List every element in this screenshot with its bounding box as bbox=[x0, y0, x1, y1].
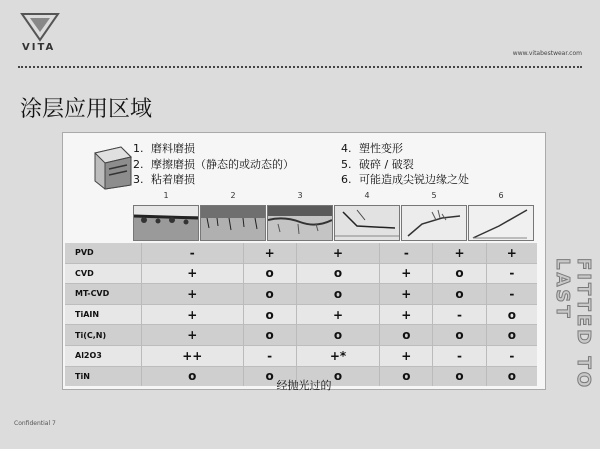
column-numbers bbox=[133, 191, 533, 203]
matrix-cell: o bbox=[380, 325, 433, 346]
matrix-cell: + bbox=[296, 243, 379, 263]
legend-label: 破碎 / 破裂 bbox=[359, 157, 414, 171]
matrix-cell: o bbox=[296, 366, 379, 386]
legend-left bbox=[133, 141, 294, 188]
coating-name: Ti(C,N) bbox=[65, 325, 142, 346]
legend-num: 3. bbox=[133, 173, 144, 186]
legend-item bbox=[133, 157, 294, 173]
matrix-cell: o bbox=[486, 366, 537, 386]
matrix-cell: o bbox=[243, 263, 296, 284]
coating-matrix bbox=[65, 243, 537, 386]
coating-name: Al2O3 bbox=[65, 345, 142, 366]
legend-num: 4. bbox=[341, 142, 352, 155]
matrix-cell: o bbox=[142, 366, 244, 386]
fitted-to-last-stamp: FITTED TO LAST bbox=[552, 258, 594, 391]
matrix-cell: ++ bbox=[142, 345, 244, 366]
polished-note: 经抛光过的 bbox=[276, 379, 332, 392]
brand-name: VITA bbox=[22, 42, 56, 53]
coating-name: CVD bbox=[65, 263, 142, 284]
matrix-cell: o bbox=[433, 284, 486, 305]
matrix-cell: o bbox=[296, 284, 379, 305]
legend-label: 磨料磨损 bbox=[151, 142, 195, 155]
matrix-cell: o bbox=[296, 325, 379, 346]
table-row bbox=[65, 325, 537, 346]
legend-label: 塑性变形 bbox=[359, 142, 403, 155]
matrix-cell: + bbox=[486, 243, 537, 263]
header-divider bbox=[18, 66, 582, 68]
matrix-cell: + bbox=[142, 325, 244, 346]
matrix-cell: + bbox=[380, 263, 433, 284]
legend-label: 粘着磨损 bbox=[151, 173, 195, 186]
vita-logo-mark-icon bbox=[20, 12, 60, 42]
column-number: 6 bbox=[498, 191, 504, 200]
column-number: 5 bbox=[431, 191, 437, 200]
slide-title: 涂层应用区域 bbox=[20, 97, 153, 122]
table-row bbox=[65, 243, 537, 263]
matrix-cell: o bbox=[486, 325, 537, 346]
friction-wear-image bbox=[200, 205, 266, 241]
sharp-edge-image bbox=[468, 205, 534, 241]
table-row bbox=[65, 263, 537, 284]
matrix-cell: + bbox=[142, 284, 244, 305]
matrix-cell: - bbox=[380, 243, 433, 263]
matrix-cell: +* bbox=[296, 345, 379, 366]
table-row bbox=[65, 304, 537, 325]
legend-right bbox=[341, 141, 469, 188]
matrix-cell: + bbox=[380, 345, 433, 366]
coating-name: TiN bbox=[65, 366, 142, 386]
website-url: www.vitabestwear.com bbox=[512, 50, 582, 57]
abrasive-wear-image bbox=[133, 205, 199, 241]
table-row bbox=[65, 284, 537, 305]
legend-item bbox=[341, 157, 469, 173]
matrix-cell: + bbox=[380, 304, 433, 325]
legend-num: 2. bbox=[133, 157, 144, 171]
coating-name: TiAIN bbox=[65, 304, 142, 325]
matrix-cell: o bbox=[243, 304, 296, 325]
matrix-cell: - bbox=[486, 263, 537, 284]
matrix-cell: + bbox=[243, 243, 296, 263]
content-panel bbox=[62, 132, 546, 390]
column-number: 2 bbox=[230, 191, 236, 200]
legend-item bbox=[133, 172, 294, 188]
matrix-cell: o bbox=[433, 366, 486, 386]
matrix-cell: o bbox=[433, 325, 486, 346]
matrix-cell: - bbox=[433, 345, 486, 366]
coating-name: MT-CVD bbox=[65, 284, 142, 305]
legend-num: 5. bbox=[341, 157, 352, 171]
column-number: 1 bbox=[163, 191, 169, 200]
matrix-cell: + bbox=[380, 284, 433, 305]
legend-num: 1. bbox=[133, 142, 144, 155]
legend-label: 可能造成尖锐边缘之处 bbox=[359, 173, 469, 186]
matrix-cell: - bbox=[486, 284, 537, 305]
table-row bbox=[65, 345, 537, 366]
cutting-insert-icon bbox=[91, 145, 135, 191]
coating-name: PVD bbox=[65, 243, 142, 263]
vita-logo bbox=[12, 8, 72, 56]
fracture-image bbox=[401, 205, 467, 241]
legend-label: 摩擦磨损（静态的或动态的） bbox=[151, 157, 294, 171]
legend-item bbox=[341, 141, 469, 157]
matrix-cell: + bbox=[142, 304, 244, 325]
legend-item bbox=[133, 141, 294, 157]
matrix-cell: o bbox=[433, 263, 486, 284]
matrix-cell: o bbox=[243, 325, 296, 346]
matrix-cell: - bbox=[486, 345, 537, 366]
matrix-cell: o bbox=[486, 304, 537, 325]
column-number: 3 bbox=[297, 191, 303, 200]
matrix-cell: o bbox=[380, 366, 433, 386]
legend-num: 6. bbox=[341, 173, 352, 186]
matrix-cell: o bbox=[243, 284, 296, 305]
legend-item bbox=[341, 172, 469, 188]
adhesive-wear-image bbox=[267, 205, 333, 241]
confidential-footer: Confidential 7 bbox=[14, 420, 56, 427]
matrix-cell: - bbox=[243, 345, 296, 366]
matrix-cell: o bbox=[243, 366, 296, 386]
matrix-cell: - bbox=[433, 304, 486, 325]
matrix-cell: + bbox=[433, 243, 486, 263]
matrix-cell: + bbox=[142, 263, 244, 284]
matrix-cell: o bbox=[296, 263, 379, 284]
matrix-cell: + bbox=[296, 304, 379, 325]
column-number: 4 bbox=[364, 191, 370, 200]
plastic-deformation-image bbox=[334, 205, 400, 241]
matrix-cell: - bbox=[142, 243, 244, 263]
